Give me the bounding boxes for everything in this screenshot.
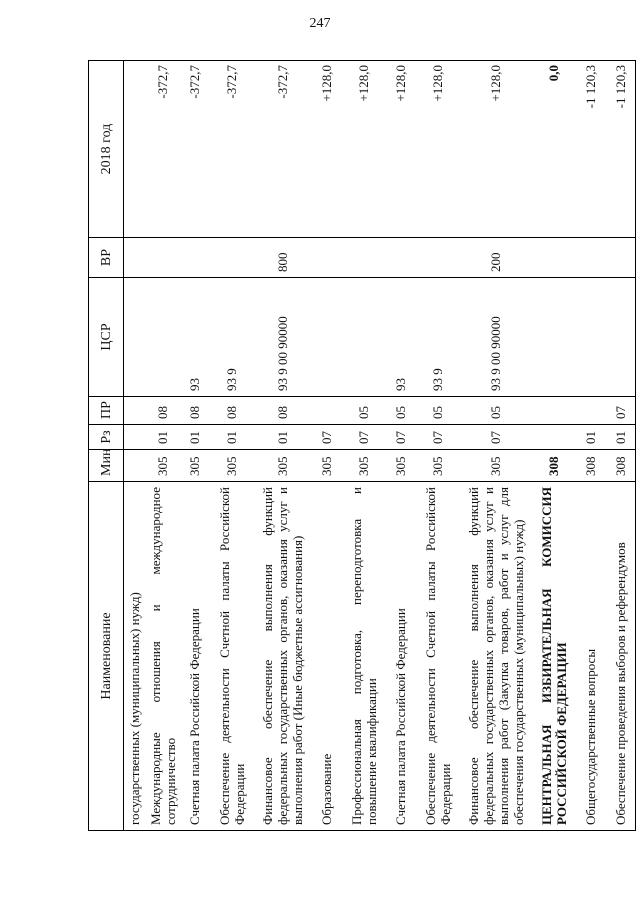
row-vr [416, 238, 460, 278]
row-min: 305 [146, 450, 180, 482]
row-rz: 01 [254, 425, 312, 450]
row-name: Счетная палата Российской Федерации [180, 482, 210, 831]
row-rz: 07 [416, 425, 460, 450]
row-pr: 07 [606, 397, 636, 425]
header-csr: ЦСР [89, 278, 124, 397]
row-rz: 01 [210, 425, 254, 450]
row-sum: +128,0 [460, 61, 532, 238]
table-row [254, 61, 312, 831]
row-csr: 93 [180, 278, 210, 397]
header-rz: Рз [89, 425, 124, 450]
budget-table [88, 60, 636, 831]
row-min: 305 [460, 450, 532, 482]
row-sum: +128,0 [342, 61, 386, 238]
table-row [210, 61, 254, 831]
row-min [124, 450, 146, 482]
table-row [460, 61, 532, 831]
row-sum [124, 61, 146, 238]
header-year: 2018 год [89, 61, 124, 238]
row-sum: +128,0 [386, 61, 416, 238]
table-body [124, 61, 636, 831]
row-name: государственных (муниципальных) нужд) [124, 482, 146, 831]
row-name: Обеспечение проведения выборов и референдумов [606, 482, 636, 831]
row-vr [532, 238, 576, 278]
row-name: Международные отношения и международное сотрудничество [146, 482, 180, 831]
table-row [180, 61, 210, 831]
row-rz: 07 [460, 425, 532, 450]
table-row [146, 61, 180, 831]
row-sum: +128,0 [416, 61, 460, 238]
header-min: Мин [89, 450, 124, 482]
row-rz: 07 [312, 425, 342, 450]
table-row [386, 61, 416, 831]
row-rz [532, 425, 576, 450]
row-csr [342, 278, 386, 397]
row-pr: 08 [254, 397, 312, 425]
row-name: Счетная палата Российской Федерации [386, 482, 416, 831]
table-row [606, 61, 636, 831]
row-name: Образование [312, 482, 342, 831]
row-name: Обеспечение деятельности Счетной палаты Российской Федерации [210, 482, 254, 831]
row-pr: 05 [460, 397, 532, 425]
row-rz: 07 [342, 425, 386, 450]
row-min: 305 [254, 450, 312, 482]
row-csr: 93 9 00 90000 [460, 278, 532, 397]
row-pr: 08 [146, 397, 180, 425]
row-min: 308 [606, 450, 636, 482]
row-vr [180, 238, 210, 278]
row-min: 305 [386, 450, 416, 482]
row-min: 305 [180, 450, 210, 482]
row-vr [210, 238, 254, 278]
row-min: 305 [416, 450, 460, 482]
row-sum: -372,7 [210, 61, 254, 238]
row-name: Общегосударственные вопросы [576, 482, 606, 831]
row-csr [532, 278, 576, 397]
row-pr: 08 [210, 397, 254, 425]
row-pr: 08 [180, 397, 210, 425]
header-pr: ПР [89, 397, 124, 425]
row-vr [576, 238, 606, 278]
row-vr [312, 238, 342, 278]
row-sum: 0,0 [532, 61, 576, 238]
row-vr: 800 [254, 238, 312, 278]
row-rz: 01 [146, 425, 180, 450]
row-csr: 93 9 00 90000 [254, 278, 312, 397]
row-csr: 93 9 [416, 278, 460, 397]
table-row [312, 61, 342, 831]
row-pr: 05 [416, 397, 460, 425]
row-min: 308 [532, 450, 576, 482]
row-pr: 05 [386, 397, 416, 425]
header-name: Наименование [89, 482, 124, 831]
row-sum: -1 120,3 [576, 61, 606, 238]
table-row [342, 61, 386, 831]
row-rz: 01 [180, 425, 210, 450]
row-min: 308 [576, 450, 606, 482]
table-row [576, 61, 606, 831]
row-vr [124, 238, 146, 278]
row-pr [312, 397, 342, 425]
budget-table-rotated [88, 61, 628, 831]
row-csr [606, 278, 636, 397]
row-name: ЦЕНТРАЛЬНАЯ ИЗБИРАТЕЛЬНАЯ КОМИССИЯ РОССИЙСКОЙ ФЕДЕРАЦИИ [532, 482, 576, 831]
row-csr [124, 278, 146, 397]
row-csr [576, 278, 606, 397]
row-vr [386, 238, 416, 278]
row-name: Финансовое обеспечение выполнения функций федеральных государственных органов, оказания услуг и выполнения работ (Иные бюджетные ассигнования) [254, 482, 312, 831]
row-rz [124, 425, 146, 450]
row-sum: -372,7 [146, 61, 180, 238]
row-rz: 01 [576, 425, 606, 450]
row-vr: 200 [460, 238, 532, 278]
row-min: 305 [342, 450, 386, 482]
row-name: Профессиональная подготовка, переподготовка и повышение квалификации [342, 482, 386, 831]
row-min: 305 [312, 450, 342, 482]
header-row [89, 61, 124, 831]
row-pr [532, 397, 576, 425]
row-sum: -1 120,3 [606, 61, 636, 238]
row-pr [576, 397, 606, 425]
table-row [532, 61, 576, 831]
row-name: Обеспечение деятельности Счетной палаты Российской Федерации [416, 482, 460, 831]
header-vr: ВР [89, 238, 124, 278]
row-rz: 01 [606, 425, 636, 450]
row-csr [312, 278, 342, 397]
row-name: Финансовое обеспечение выполнения функций федеральных государственных органов, оказания услуг и выполнения работ (Закупка товаров, работ и услуг для обеспечения государственных (муниципальных) нужд) [460, 482, 532, 831]
row-vr [606, 238, 636, 278]
row-pr: 05 [342, 397, 386, 425]
row-csr: 93 9 [210, 278, 254, 397]
row-rz: 07 [386, 425, 416, 450]
row-min: 305 [210, 450, 254, 482]
row-vr [342, 238, 386, 278]
row-csr [146, 278, 180, 397]
row-sum: +128,0 [312, 61, 342, 238]
row-sum: -372,7 [180, 61, 210, 238]
row-pr [124, 397, 146, 425]
page-number: 247 [309, 16, 331, 31]
table-row [416, 61, 460, 831]
row-sum: -372,7 [254, 61, 312, 238]
table-row [124, 61, 146, 831]
row-csr: 93 [386, 278, 416, 397]
row-vr [146, 238, 180, 278]
